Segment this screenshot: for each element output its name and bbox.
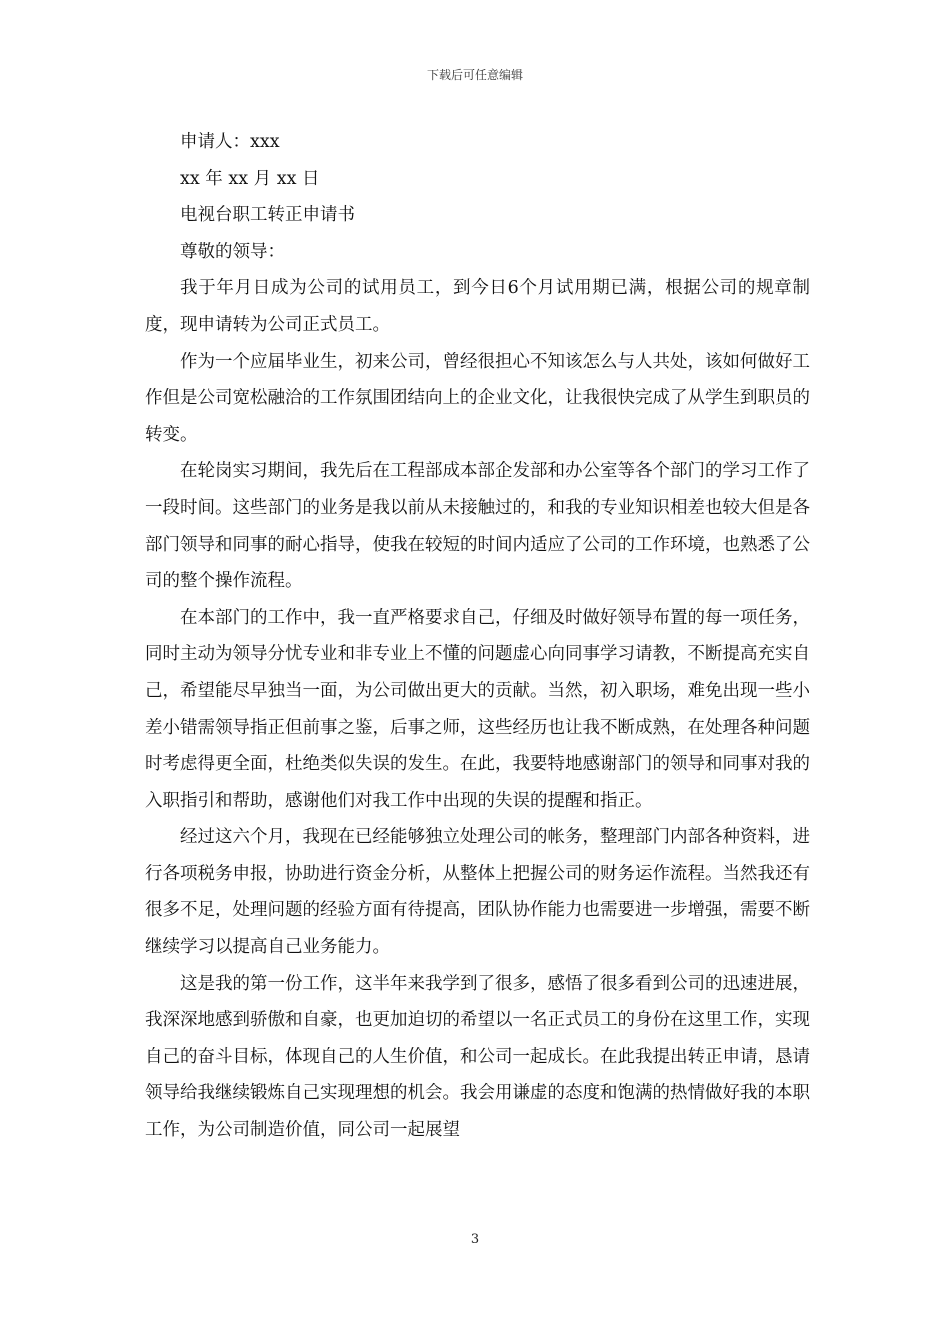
paragraph-2: 作为一个应届毕业生，初来公司，曾经很担心不知该怎么与人共处，该如何做好工作但是公司宽松融洽的工作氛围团结向上的企业文化，让我很快完成了从学生到职员的转变。	[145, 351, 810, 445]
page-number: 3	[470, 1232, 480, 1247]
document-body	[145, 124, 810, 1149]
paragraph-3: 在轮岗实习期间，我先后在工程部成本部企发部和办公室等各个部门的学习工作了一段时间。这些部门的业务是我以前从未接触过的，和我的专业知识相差也较大但是各部门领导和同事的耐心指导，使我在较短的时间内适应了公司的工作环境，也熟悉了公司的整个操作流程。	[145, 461, 810, 592]
document-title: 电视台职工转正申请书	[180, 205, 355, 226]
paragraph-5: 经过这六个月，我现在已经能够独立处理公司的帐务，整理部门内部各种资料，进行各项税务申报，协助进行资金分析，从整体上把握公司的财务运作流程。当然我还有很多不足，处理问题的经验方面有待提高，团队协作能力也需要进一步增强，需要不断继续学习以提高自己业务能力。	[145, 827, 810, 958]
salutation: 尊敬的领导：	[180, 241, 285, 262]
paragraph-1: 我于年月日成为公司的试用员工，到今日6个月试用期已满，根据公司的规章制度，现申请转为公司正式员工。	[145, 278, 810, 335]
applicant-line: 申请人：xxx	[180, 132, 280, 152]
paragraph-6: 这是我的第一份工作，这半年来我学到了很多，感悟了很多看到公司的迅速进展，我深深地感到骄傲和自豪，也更加迫切的希望以一名正式员工的身份在这里工作，实现自己的奋斗目标，体现自己的人生价值，和公司一起成长。在此我提出转正申请，恳请领导给我继续锻炼自己实现理想的机会。我会用谦虚的态度和饱满的热情做好我的本职工作，为公司制造价值，同公司一起展望	[145, 973, 810, 1141]
header-note: 下载后可任意编辑	[426, 68, 523, 82]
paragraph-4: 在本部门的工作中，我一直严格要求自己，仔细及时做好领导布置的每一项任务，同时主动为领导分忧专业和非专业上不懂的问题虚心向同事学习请教，不断提高充实自己，希望能尽早独当一面，为公司做出更大的贡献。当然，初入职场，难免出现一些小差小错需领导指正但前事之鉴，后事之师，这些经历也让我不断成熟，在处理各种问题时考虑得更全面，杜绝类似失误的发生。在此，我要特地感谢部门的领导和同事对我的入职指引和帮助，感谢他们对我工作中出现的失误的提醒和指正。	[145, 607, 810, 811]
date-line: xx 年 xx 月 xx 日	[180, 168, 320, 189]
